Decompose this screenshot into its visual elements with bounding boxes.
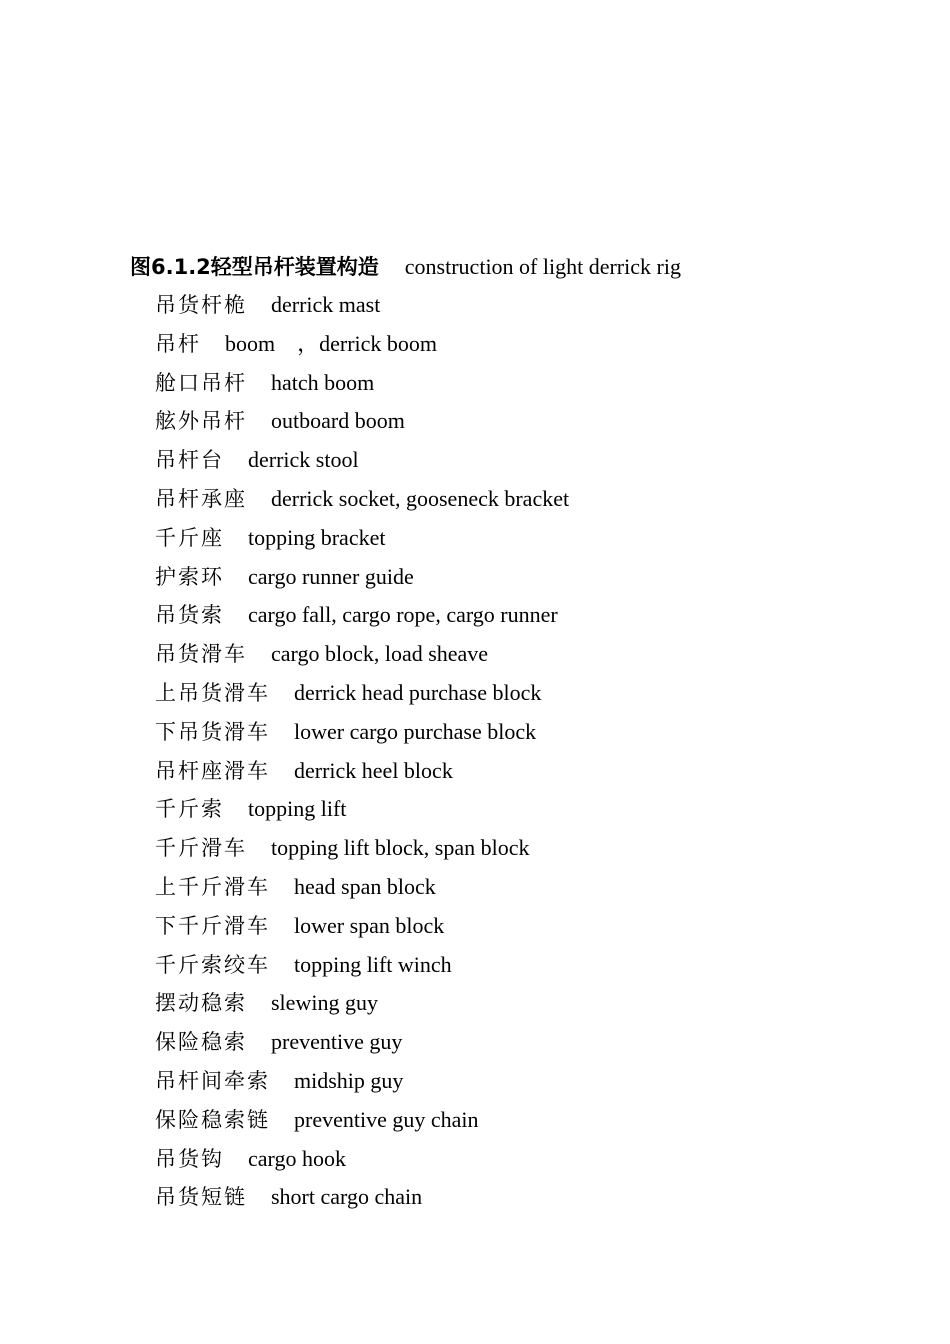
glossary-item <box>155 949 569 988</box>
term-english: derrick stool <box>248 447 359 473</box>
term-chinese: 千斤索 <box>155 797 224 822</box>
term-english: hatch boom <box>271 369 375 395</box>
glossary-item <box>155 1143 569 1182</box>
term-english: cargo runner guide <box>248 563 414 589</box>
term-english: head span block <box>294 873 436 899</box>
glossary-item <box>155 599 569 638</box>
term-english: outboard boom <box>271 408 405 434</box>
glossary-item <box>155 405 569 444</box>
term-chinese: 下千斤滑车 <box>155 913 270 938</box>
term-chinese: 吊杆 <box>155 331 201 356</box>
glossary-item <box>155 677 569 716</box>
term-english: preventive guy <box>271 1029 403 1055</box>
term-chinese: 上吊货滑车 <box>155 680 270 705</box>
term-chinese: 吊货滑车 <box>155 642 247 667</box>
term-chinese: 舷外吊杆 <box>155 409 247 434</box>
glossary-item <box>155 638 569 677</box>
term-chinese: 吊杆承座 <box>155 486 247 511</box>
glossary-item <box>155 871 569 910</box>
term-english: lower span block <box>294 912 445 938</box>
term-chinese: 下吊货滑车 <box>155 719 270 744</box>
glossary-item <box>155 755 569 794</box>
glossary-item <box>155 910 569 949</box>
term-chinese: 摆动稳索 <box>155 991 247 1016</box>
term-english: derrick mast <box>271 292 381 317</box>
glossary-item <box>155 367 569 406</box>
term-chinese: 千斤座 <box>155 525 224 550</box>
term-english: boom ，derrick boom <box>225 330 438 356</box>
term-chinese: 千斤索绞车 <box>155 952 270 977</box>
term-english: midship guy <box>294 1067 404 1093</box>
glossary-item <box>155 444 569 483</box>
term-chinese: 吊货钩 <box>155 1146 224 1171</box>
glossary-item <box>155 522 569 561</box>
glossary-item <box>155 1181 569 1220</box>
glossary-item <box>155 289 569 328</box>
term-english: lower cargo purchase block <box>294 718 537 744</box>
term-english: topping lift block, span block <box>271 835 530 861</box>
term-english: preventive guy chain <box>294 1106 479 1132</box>
term-english: derrick socket, gooseneck bracket <box>271 485 570 511</box>
term-chinese: 吊杆间牵索 <box>155 1068 270 1093</box>
term-chinese: 吊杆座滑车 <box>155 758 270 783</box>
glossary-item <box>155 832 569 871</box>
term-english: short cargo chain <box>271 1184 423 1210</box>
term-english: derrick heel block <box>294 757 453 783</box>
term-chinese: 千斤滑车 <box>155 836 247 861</box>
glossary-item <box>155 1065 569 1104</box>
term-chinese: 保险稳索 <box>155 1030 247 1055</box>
term-chinese: 吊杆台 <box>155 448 224 473</box>
glossary-item <box>155 793 569 832</box>
glossary-item <box>155 1026 569 1065</box>
glossary-item <box>155 483 569 522</box>
glossary-item <box>155 328 569 367</box>
glossary-list <box>155 289 569 1220</box>
term-chinese: 上千斤滑车 <box>155 874 270 899</box>
glossary-item <box>155 561 569 600</box>
term-chinese: 舱口吊杆 <box>155 370 247 395</box>
term-english: cargo fall, cargo rope, cargo runner <box>248 602 558 628</box>
heading-chinese: 图6.1.2轻型吊杆装置构造 <box>130 255 379 279</box>
term-chinese: 吊货短链 <box>155 1185 247 1210</box>
term-chinese: 吊货索 <box>155 603 224 628</box>
term-english: topping lift <box>248 796 347 822</box>
term-english: cargo hook <box>248 1145 346 1171</box>
term-chinese: 保险稳索链 <box>155 1107 270 1132</box>
term-chinese: 护索环 <box>155 564 224 589</box>
term-english: slewing guy <box>271 990 378 1016</box>
term-english: cargo block, load sheave <box>271 641 489 667</box>
section-heading <box>130 250 681 284</box>
glossary-item <box>155 987 569 1026</box>
heading-english: construction of light derrick rig <box>404 254 681 279</box>
term-english: topping bracket <box>248 524 386 550</box>
term-chinese: 吊货杆桅 <box>155 293 247 317</box>
term-english: derrick head purchase block <box>294 679 542 705</box>
glossary-item <box>155 716 569 755</box>
term-english: topping lift winch <box>294 951 452 977</box>
glossary-item <box>155 1104 569 1143</box>
